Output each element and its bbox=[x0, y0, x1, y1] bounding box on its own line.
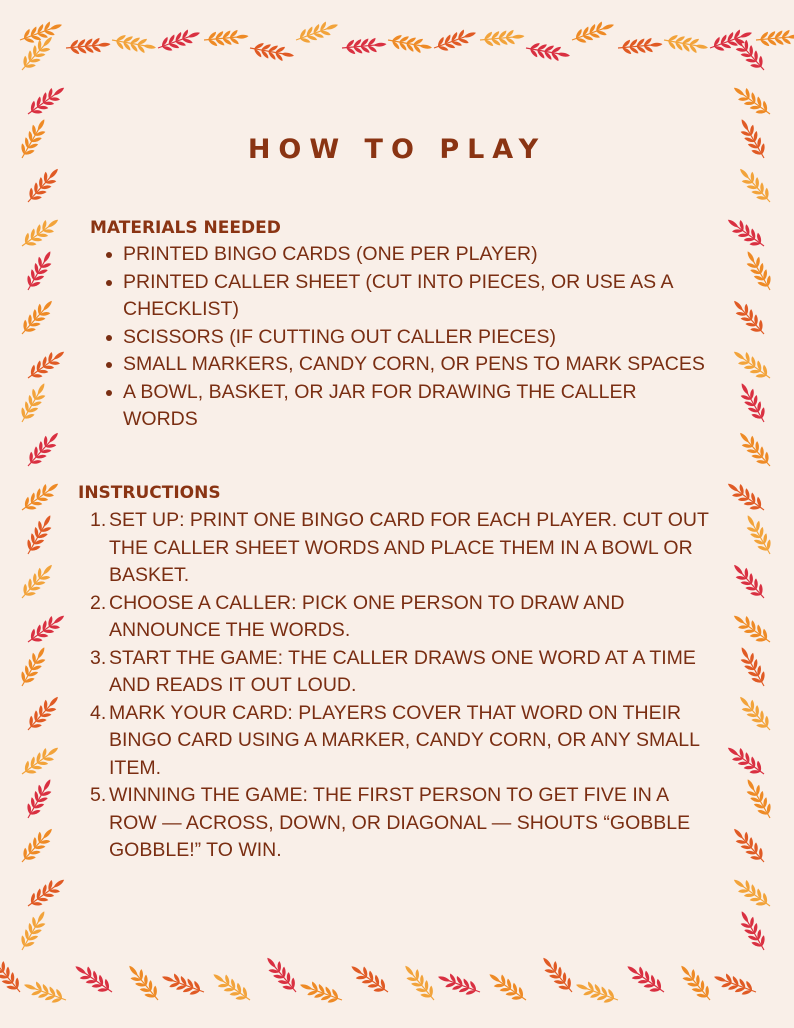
list-item: PRINTED CALLER SHEET (CUT INTO PIECES, OR USE AS A CHECKLIST) bbox=[104, 269, 714, 324]
instructions-heading: INSTRUCTIONS bbox=[78, 483, 221, 503]
instruction-step bbox=[92, 645, 712, 700]
step-number: 4. bbox=[90, 701, 107, 724]
step-text: START THE GAME: THE CALLER DRAWS ONE WORD AT A TIME AND READS IT OUT LOUD. bbox=[109, 646, 696, 696]
bullet-icon bbox=[106, 252, 112, 258]
instruction-step bbox=[92, 782, 712, 865]
list-item: SCISSORS (IF CUTTING OUT CALLER PIECES) bbox=[104, 324, 714, 352]
step-number: 2. bbox=[90, 591, 107, 614]
step-text: SET UP: PRINT ONE BINGO CARD FOR EACH PLAYER. CUT OUT THE CALLER SHEET WORDS AND PLACE THEM IN A BOWL OR BASKET. bbox=[109, 509, 709, 586]
instruction-step bbox=[92, 507, 712, 590]
step-number: 5. bbox=[90, 784, 107, 806]
step-number: 3. bbox=[90, 646, 107, 669]
step-text: MARK YOUR CARD: PLAYERS COVER THAT WORD ON THEIR BINGO CARD USING A MARKER, CANDY CORN, OR ANY SMALL ITEM. bbox=[109, 701, 700, 779]
list-item: SMALL MARKERS, CANDY CORN, OR PENS TO MARK SPACES bbox=[104, 351, 714, 379]
page-title: HOW TO PLAY bbox=[247, 134, 547, 165]
list-item: PRINTED BINGO CARDS (ONE PER PLAYER) bbox=[104, 241, 714, 269]
instruction-step bbox=[92, 700, 712, 783]
step-number: 1. bbox=[90, 509, 107, 531]
materials-heading: MATERIALS NEEDED bbox=[90, 218, 281, 238]
bullet-icon bbox=[106, 335, 112, 341]
bullet-icon bbox=[106, 280, 112, 286]
bullet-icon bbox=[106, 362, 112, 368]
instruction-step bbox=[92, 590, 712, 645]
instructions-list bbox=[92, 507, 712, 865]
step-text: WINNING THE GAME: THE FIRST PERSON TO GET FIVE IN A ROW — ACROSS, DOWN, OR DIAGONAL — SHOUTS “GOBBLE GOBBLE!” TO WIN. bbox=[109, 784, 691, 861]
step-text: CHOOSE A CALLER: PICK ONE PERSON TO DRAW AND ANNOUNCE THE WORDS. bbox=[109, 591, 625, 641]
materials-list bbox=[104, 241, 714, 434]
bullet-icon bbox=[106, 390, 112, 396]
list-item: A BOWL, BASKET, OR JAR FOR DRAWING THE CALLER WORDS bbox=[104, 379, 714, 434]
